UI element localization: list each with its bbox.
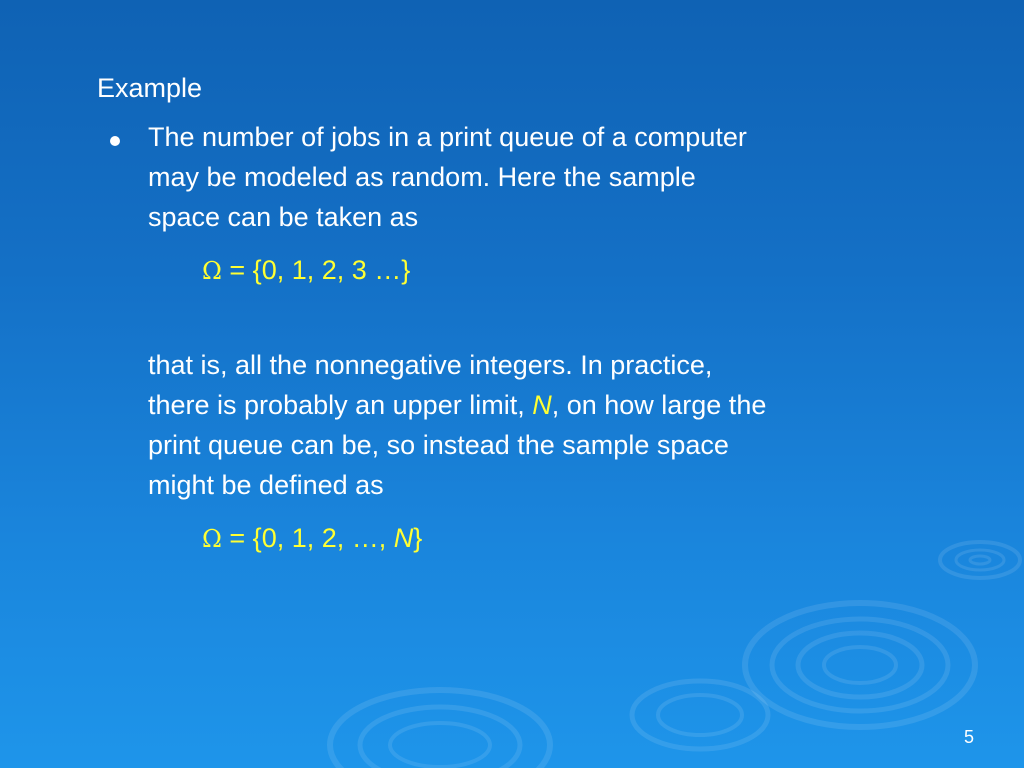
formula-set: = {0, 1, 2, 3 …} [221,255,411,285]
bullet-paragraph [148,117,948,237]
paragraph-line: that is, all the nonnegative integers. In practice, [148,350,713,380]
omega-symbol: Ω [202,257,222,285]
explanation-paragraph [148,345,948,505]
formula-close: } [413,523,423,553]
line-text: , on how large the [551,390,767,420]
paragraph-line: print queue can be, so instead the sample space [148,430,729,460]
paragraph-line: might be defined as [148,470,384,500]
sample-space-formula-finite [202,520,422,557]
formula-set: = {0, 1, 2, …, [221,523,394,553]
bullet-point [110,136,120,146]
paragraph-line: may be modeled as random. Here the sample [148,162,696,192]
paragraph-line: space can be taken as [148,202,419,232]
line-text: there is probably an upper limit, [148,390,533,420]
omega-symbol: Ω [202,525,222,553]
slide-number: 5 [963,727,974,747]
slide-heading: Example [97,73,203,103]
sample-space-formula-infinite [202,252,410,289]
paragraph-line [148,385,948,425]
paragraph-line: The number of jobs in a print queue of a computer [148,122,747,152]
variable-n: N [393,523,414,553]
variable-n: N [532,390,552,420]
